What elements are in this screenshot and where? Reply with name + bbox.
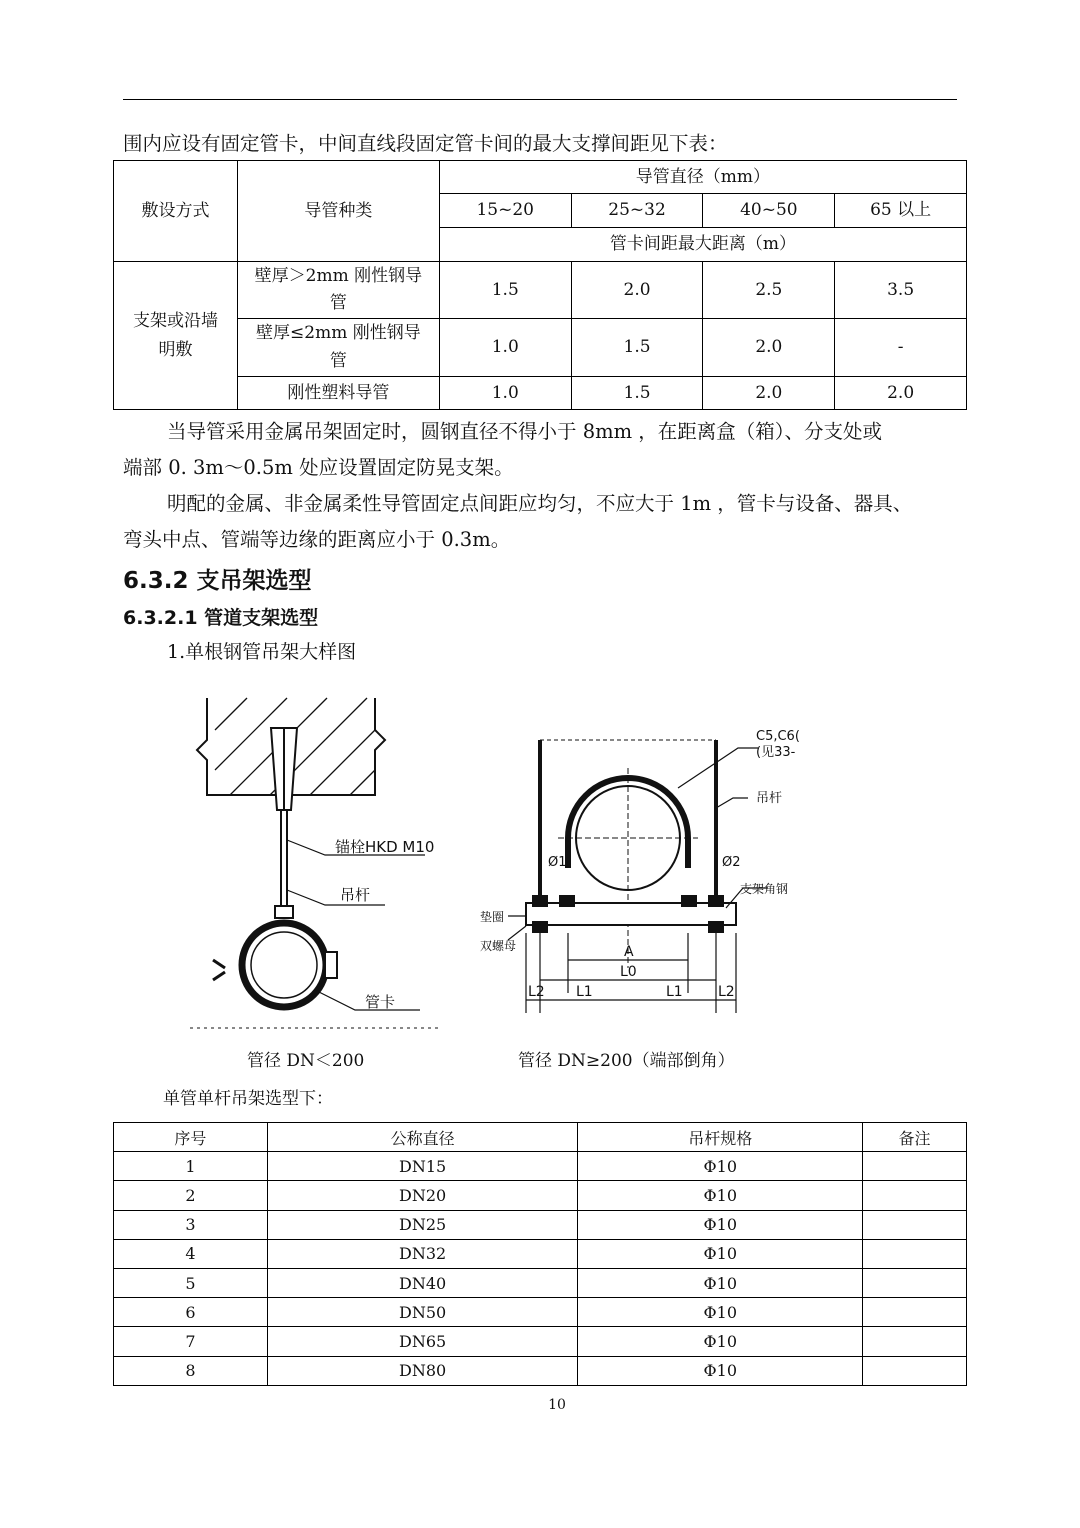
value-cell: 2.0	[703, 377, 835, 410]
header-cell: 吊杆规格	[578, 1123, 863, 1152]
table-row	[114, 1210, 967, 1239]
cell: Φ10	[578, 1298, 863, 1327]
cell: 1	[114, 1152, 268, 1181]
cell: 6	[114, 1298, 268, 1327]
cell	[863, 1327, 967, 1356]
type-text: 壁厚＞2mm 刚性钢导管	[254, 265, 423, 313]
header-cell: 序号	[114, 1123, 268, 1152]
label-a: A	[624, 944, 634, 960]
table-row	[114, 1239, 967, 1268]
value-cell: 1.0	[439, 377, 571, 410]
cell: DN20	[267, 1181, 578, 1210]
label-l2-left: L2	[528, 984, 545, 1000]
cell: Φ10	[578, 1181, 863, 1210]
header-distance: 管卡间距最大距离（m）	[439, 228, 966, 262]
intro-line: 围内应设有固定管卡，中间直线段固定管卡间的最大支撑间距见下表：	[123, 132, 728, 155]
support-angle-steel	[526, 903, 736, 925]
cell: DN65	[267, 1327, 578, 1356]
hanger-drawing-large	[478, 728, 800, 1013]
label-c5: C5,C6(	[756, 729, 800, 744]
cell	[863, 1356, 967, 1385]
list-item-1: 1.单根钢管吊架大样图	[167, 641, 357, 663]
value-cell: 1.5	[439, 262, 571, 319]
header-rule	[123, 99, 957, 100]
label-l1-right: L1	[666, 984, 683, 1000]
cell: Φ10	[578, 1210, 863, 1239]
table-row	[114, 1152, 967, 1181]
support-spacing-table	[113, 160, 967, 410]
hanger-selection-table	[113, 1122, 967, 1386]
page-number: 10	[548, 1397, 566, 1413]
cell	[863, 1181, 967, 1210]
value-cell: 2.5	[703, 262, 835, 319]
hanger-drawing-small	[185, 690, 455, 1040]
table2-title: 单管单杆吊架选型下：	[163, 1089, 333, 1109]
label-rod: 吊杆	[340, 886, 371, 904]
pipe-circle	[576, 786, 680, 890]
cell: Φ10	[578, 1268, 863, 1297]
header-diameter: 导管直径（mm）	[439, 161, 966, 194]
cell	[863, 1298, 967, 1327]
label-anchor: 锚栓HKD M10	[335, 838, 435, 856]
para1-line2: 端部 0. 3m～0.5m 处应设置固定防晃支架。	[123, 456, 514, 479]
pipe-clamp-ring	[242, 923, 326, 1007]
value-cell: 2.0	[835, 377, 967, 410]
caption-left: 管径 DN＜200	[247, 1051, 365, 1071]
subsection-heading: 6.3.2.1 管道支架选型	[123, 607, 319, 629]
cell: 3	[114, 1210, 268, 1239]
cell: DN80	[267, 1356, 578, 1385]
cell: Φ10	[578, 1327, 863, 1356]
label-clamp: 管卡	[365, 993, 396, 1011]
table-row	[114, 1327, 967, 1356]
cell: DN15	[267, 1152, 578, 1181]
cell	[863, 1152, 967, 1181]
cell: DN32	[267, 1239, 578, 1268]
value-cell: 3.5	[835, 262, 967, 319]
table-row	[114, 1268, 967, 1297]
value-cell: 2.0	[571, 262, 703, 319]
table-row	[114, 1181, 967, 1210]
cell: DN40	[267, 1268, 578, 1297]
header-range: 25~32	[571, 194, 703, 228]
para1-line1: 当导管采用金属吊架固定时，圆钢直径不得小于 8mm ，在距离盒（箱）、分支处或	[167, 420, 883, 443]
cell	[863, 1210, 967, 1239]
table-row	[114, 1298, 967, 1327]
cell: Φ10	[578, 1239, 863, 1268]
cell	[863, 1239, 967, 1268]
method-text: 支架或沿墙明敷	[132, 311, 218, 360]
cell: DN25	[267, 1210, 578, 1239]
para2-line1: 明配的金属、非金属柔性导管固定点间距应均匀，不应大于 1m ，管卡与设备、器具、	[167, 492, 913, 515]
header-type: 导管种类	[237, 161, 439, 262]
value-cell: 1.5	[571, 319, 703, 377]
value-cell: 1.0	[439, 319, 571, 377]
cell: 5	[114, 1268, 268, 1297]
value-cell: 2.0	[703, 319, 835, 377]
label-phi1: Ø1	[548, 855, 567, 870]
table-row	[114, 1356, 967, 1385]
label-l2-right: L2	[718, 984, 735, 1000]
value-cell: 1.5	[571, 377, 703, 410]
label-phi2: Ø2	[722, 855, 741, 870]
type-cell	[237, 262, 439, 319]
label-l1-left: L1	[576, 984, 593, 1000]
type-cell: 刚性塑料导管	[237, 377, 439, 410]
section-heading: 6.3.2 支吊架选型	[123, 568, 312, 594]
cell: 8	[114, 1356, 268, 1385]
label-washer: 垫圈	[480, 910, 505, 924]
label-rod: 吊杆	[756, 791, 783, 806]
cell: DN50	[267, 1298, 578, 1327]
header-cell: 公称直径	[267, 1123, 578, 1152]
header-range: 15~20	[439, 194, 571, 228]
header-cell: 备注	[863, 1123, 967, 1152]
cell: 4	[114, 1239, 268, 1268]
cell	[863, 1268, 967, 1297]
type-cell	[237, 319, 439, 377]
label-l0: L0	[620, 964, 637, 980]
value-cell: -	[835, 319, 967, 377]
caption-right: 管径 DN≥200（端部倒角）	[518, 1051, 735, 1071]
header-range: 40~50	[703, 194, 835, 228]
method-cell	[114, 262, 238, 410]
rod-leader	[287, 890, 385, 905]
header-range: 65 以上	[835, 194, 967, 228]
cell: 7	[114, 1327, 268, 1356]
header-method: 敷设方式	[114, 161, 238, 262]
cell: Φ10	[578, 1356, 863, 1385]
cell: 2	[114, 1181, 268, 1210]
type-text: 壁厚≤2mm 刚性钢导管	[256, 323, 421, 371]
label-double-nut: 双螺母	[480, 939, 517, 953]
label-angle-steel: 支架角钢	[740, 882, 789, 896]
cell: Φ10	[578, 1152, 863, 1181]
para2-line2: 弯头中点、管端等边缘的距离应小于 0.3m。	[123, 528, 511, 551]
label-see: (见33-	[756, 745, 796, 760]
